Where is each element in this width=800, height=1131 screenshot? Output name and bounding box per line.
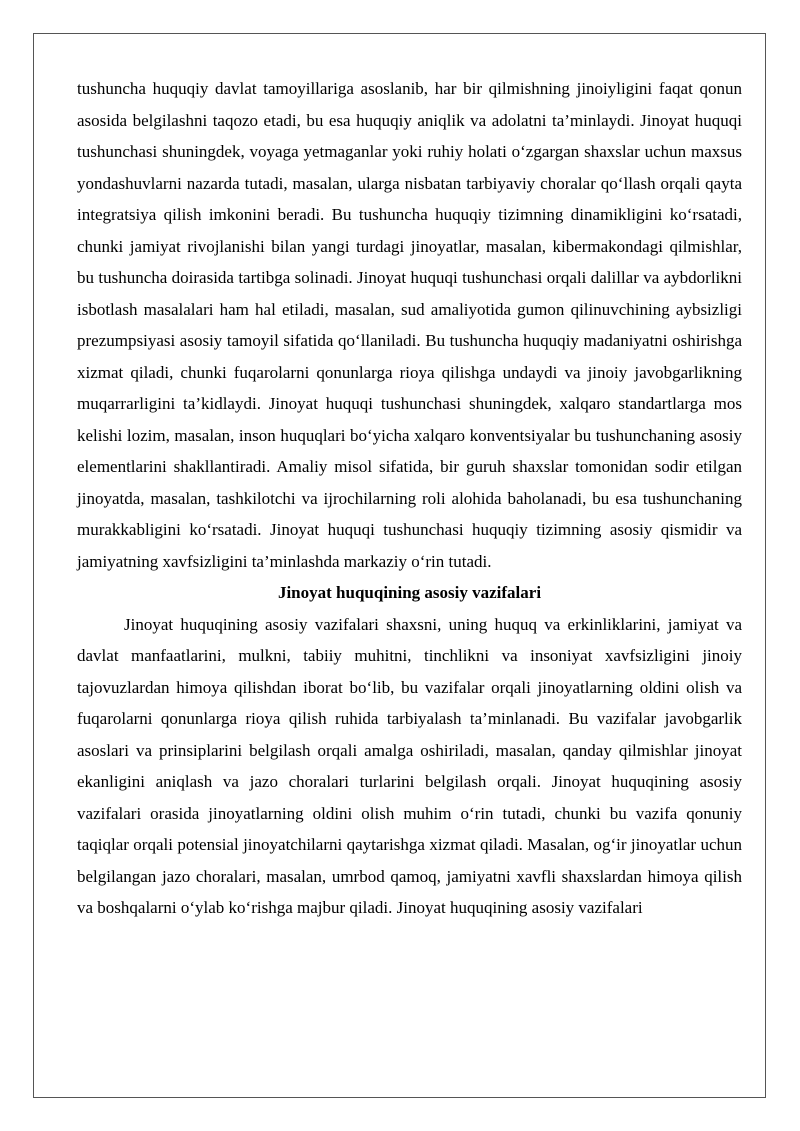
body-paragraph: tushuncha huquqiy davlat tamoyillariga asoslanib, har bir qilmishning jinoiyligini faqat qonun asosida belgilashni taqozo etadi, bu esa huquqiy aniqlik va adolatni ta’minlaydi. Jinoyat huquqi tushunchasi shuningdek, voyaga yetmaganlar yoki ruhiy holati o‘zgargan shaxslar uchun maxsus yondashuvlarni nazarda tutadi, masalan, ularga nisbatan tarbiyaviy choralar qo‘llash orqali qayta integratsiya qilish imkonini beradi. Bu tushuncha huquqiy tizimning dinamikligini ko‘rsatadi, chunki jamiyat rivojlanishi bilan yangi turdagi jinoyatlar, masalan, kibermakondagi qilmishlar, bu tushuncha doirasida tartibga solinadi. Jinoyat huquqi tushunchasi orqali dalillar va aybdorlikni isbotlash masalalari ham hal etiladi, masalan, sud amaliyotida gumon qilinuvchining aybsizligi prezumpsiyasi asosiy tamoyil sifatida qo‘llaniladi. Bu tushuncha huquqiy madaniyatni oshirishga xizmat qiladi, chunki fuqarolarni qonunlarga rioya qilishga undaydi va jinoiy javobgarlikning muqarrarligini ta’kidlaydi. Jinoyat huquqi tushunchasi shuningdek, xalqaro standartlarga mos kelishi lozim, masalan, inson huquqlari bo‘yicha xalqaro konventsiyalar bu tushunchaning asosiy elementlarini shakllantiradi. Amaliy misol sifatida, bir guruh shaxslar tomonidan sodir etilgan jinoyatda, masalan, tashkilotchi va ijrochilarning roli alohida baholanadi, bu esa tushunchaning murakkabligini ko‘rsatadi. Jinoyat huquqi tushunchasi huquqiy tizimning asosiy qismidir va jamiyatning xavfsizligini ta’minlashda markaziy o‘rin tutadi. — [77, 79, 742, 571]
document-body — [77, 73, 742, 924]
section-heading: Jinoyat huquqining asosiy vazifalari — [277, 583, 542, 602]
body-paragraph: Jinoyat huquqining asosiy vazifalari shaxsni, uning huquq va erkinliklarini, jamiyat va davlat manfaatlarini, mulkni, tabiiy muhitni, tinchlikni va insoniyat xavfsizligini jinoiy tajovuzlardan himoya qilishdan iborat bo‘lib, bu vazifalar orqali jinoyatlarning oldini olish va fuqarolarni qonunlarga rioya qilish ruhida tarbiyalash ta’minlanadi. Bu vazifalar javobgarlik asoslari va prinsiplarini belgilash orqali amalga oshiriladi, masalan, qanday qilmishlar jinoyat ekanligini aniqlash va jazo choralari turlarini belgilash orqali. Jinoyat huquqining asosiy vazifalari orasida jinoyatlarning oldini olish muhim o‘rin tutadi, chunki bu vazifa qonuniy taqiqlar orqali potensial jinoyatchilarni qaytarishga xizmat qiladi. Masalan, og‘ir jinoyatlar uchun belgilangan jazo choralari, masalan, umrbod qamoq, jamiyatni xavfli shaxslardan himoya qilish va boshqalarni o‘ylab ko‘rishga majbur qiladi. Jinoyat huquqining asosiy vazifalari — [77, 614, 742, 917]
